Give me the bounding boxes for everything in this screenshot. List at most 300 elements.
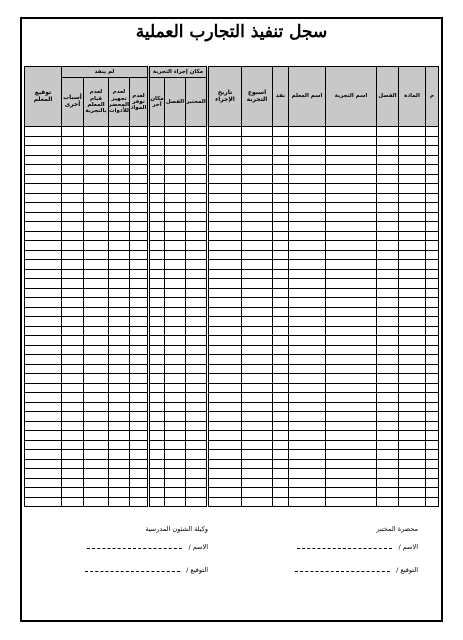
sign-field[interactable] xyxy=(85,565,180,572)
table-cell[interactable] xyxy=(25,250,62,260)
table-cell[interactable] xyxy=(130,260,149,270)
table-cell[interactable] xyxy=(289,193,326,203)
table-cell[interactable] xyxy=(165,155,186,165)
table-cell[interactable] xyxy=(130,345,149,355)
table-cell[interactable] xyxy=(399,440,426,450)
table-cell[interactable] xyxy=(186,146,208,156)
table-cell[interactable] xyxy=(62,402,84,412)
table-cell[interactable] xyxy=(208,269,242,279)
table-cell[interactable] xyxy=(109,165,130,175)
table-cell[interactable] xyxy=(130,155,149,165)
table-cell[interactable] xyxy=(426,127,439,137)
table-cell[interactable] xyxy=(377,383,399,393)
table-cell[interactable] xyxy=(25,222,62,232)
table-cell[interactable] xyxy=(242,165,273,175)
table-cell[interactable] xyxy=(377,260,399,270)
table-cell[interactable] xyxy=(62,193,84,203)
table-cell[interactable] xyxy=(242,440,273,450)
table-cell[interactable] xyxy=(208,336,242,346)
table-cell[interactable] xyxy=(165,355,186,365)
table-cell[interactable] xyxy=(149,345,165,355)
table-cell[interactable] xyxy=(186,279,208,289)
table-cell[interactable] xyxy=(84,203,109,213)
table-cell[interactable] xyxy=(149,298,165,308)
table-cell[interactable] xyxy=(165,269,186,279)
table-cell[interactable] xyxy=(25,374,62,384)
table-cell[interactable] xyxy=(25,431,62,441)
table-cell[interactable] xyxy=(149,364,165,374)
table-cell[interactable] xyxy=(84,136,109,146)
table-cell[interactable] xyxy=(165,345,186,355)
table-cell[interactable] xyxy=(130,231,149,241)
table-cell[interactable] xyxy=(289,231,326,241)
table-cell[interactable] xyxy=(377,317,399,327)
table-cell[interactable] xyxy=(326,155,377,165)
table-cell[interactable] xyxy=(326,478,377,488)
table-cell[interactable] xyxy=(242,469,273,479)
table-cell[interactable] xyxy=(84,488,109,498)
table-cell[interactable] xyxy=(165,440,186,450)
table-cell[interactable] xyxy=(326,364,377,374)
table-cell[interactable] xyxy=(25,459,62,469)
table-cell[interactable] xyxy=(149,412,165,422)
table-cell[interactable] xyxy=(242,269,273,279)
table-cell[interactable] xyxy=(208,421,242,431)
table-cell[interactable] xyxy=(326,260,377,270)
table-cell[interactable] xyxy=(186,212,208,222)
table-cell[interactable] xyxy=(208,155,242,165)
table-cell[interactable] xyxy=(426,374,439,384)
table-cell[interactable] xyxy=(25,298,62,308)
table-cell[interactable] xyxy=(165,326,186,336)
table-cell[interactable] xyxy=(242,402,273,412)
table-cell[interactable] xyxy=(326,307,377,317)
table-cell[interactable] xyxy=(62,127,84,137)
table-cell[interactable] xyxy=(326,231,377,241)
table-cell[interactable] xyxy=(109,488,130,498)
table-cell[interactable] xyxy=(62,146,84,156)
table-cell[interactable] xyxy=(130,355,149,365)
table-cell[interactable] xyxy=(25,355,62,365)
table-cell[interactable] xyxy=(84,364,109,374)
table-cell[interactable] xyxy=(84,269,109,279)
table-cell[interactable] xyxy=(62,421,84,431)
table-cell[interactable] xyxy=(130,364,149,374)
table-cell[interactable] xyxy=(208,231,242,241)
table-cell[interactable] xyxy=(399,307,426,317)
table-cell[interactable] xyxy=(62,279,84,289)
table-cell[interactable] xyxy=(242,203,273,213)
table-cell[interactable] xyxy=(165,165,186,175)
table-cell[interactable] xyxy=(273,317,289,327)
table-cell[interactable] xyxy=(273,155,289,165)
table-cell[interactable] xyxy=(149,146,165,156)
table-cell[interactable] xyxy=(62,364,84,374)
table-cell[interactable] xyxy=(84,184,109,194)
table-cell[interactable] xyxy=(186,241,208,251)
table-cell[interactable] xyxy=(149,203,165,213)
table-cell[interactable] xyxy=(399,355,426,365)
table-cell[interactable] xyxy=(273,307,289,317)
table-cell[interactable] xyxy=(289,374,326,384)
table-cell[interactable] xyxy=(149,440,165,450)
table-cell[interactable] xyxy=(242,393,273,403)
table-cell[interactable] xyxy=(130,269,149,279)
table-cell[interactable] xyxy=(273,212,289,222)
table-cell[interactable] xyxy=(186,459,208,469)
table-cell[interactable] xyxy=(149,260,165,270)
table-cell[interactable] xyxy=(399,393,426,403)
table-cell[interactable] xyxy=(130,222,149,232)
table-cell[interactable] xyxy=(399,136,426,146)
table-cell[interactable] xyxy=(165,307,186,317)
table-cell[interactable] xyxy=(84,450,109,460)
table-cell[interactable] xyxy=(426,136,439,146)
table-cell[interactable] xyxy=(242,345,273,355)
table-cell[interactable] xyxy=(149,165,165,175)
table-cell[interactable] xyxy=(273,469,289,479)
table-cell[interactable] xyxy=(84,231,109,241)
table-cell[interactable] xyxy=(377,146,399,156)
table-cell[interactable] xyxy=(208,288,242,298)
table-cell[interactable] xyxy=(377,222,399,232)
table-cell[interactable] xyxy=(109,250,130,260)
table-cell[interactable] xyxy=(208,355,242,365)
table-cell[interactable] xyxy=(208,298,242,308)
table-cell[interactable] xyxy=(109,203,130,213)
table-cell[interactable] xyxy=(130,412,149,422)
table-cell[interactable] xyxy=(186,127,208,137)
table-cell[interactable] xyxy=(326,402,377,412)
table-cell[interactable] xyxy=(62,165,84,175)
table-cell[interactable] xyxy=(62,231,84,241)
table-cell[interactable] xyxy=(165,393,186,403)
table-cell[interactable] xyxy=(326,279,377,289)
table-cell[interactable] xyxy=(109,364,130,374)
table-cell[interactable] xyxy=(109,184,130,194)
table-cell[interactable] xyxy=(130,127,149,137)
table-cell[interactable] xyxy=(25,165,62,175)
table-cell[interactable] xyxy=(186,402,208,412)
table-cell[interactable] xyxy=(273,184,289,194)
table-cell[interactable] xyxy=(426,450,439,460)
table-cell[interactable] xyxy=(426,307,439,317)
table-cell[interactable] xyxy=(165,146,186,156)
table-cell[interactable] xyxy=(377,336,399,346)
table-cell[interactable] xyxy=(326,497,377,507)
table-cell[interactable] xyxy=(62,393,84,403)
table-cell[interactable] xyxy=(109,469,130,479)
table-cell[interactable] xyxy=(242,288,273,298)
table-cell[interactable] xyxy=(426,421,439,431)
table-cell[interactable] xyxy=(149,184,165,194)
name-field[interactable] xyxy=(297,542,392,549)
table-cell[interactable] xyxy=(426,345,439,355)
table-cell[interactable] xyxy=(165,402,186,412)
table-cell[interactable] xyxy=(326,174,377,184)
table-cell[interactable] xyxy=(377,412,399,422)
table-cell[interactable] xyxy=(377,421,399,431)
table-cell[interactable] xyxy=(130,431,149,441)
table-cell[interactable] xyxy=(377,241,399,251)
table-cell[interactable] xyxy=(165,459,186,469)
table-cell[interactable] xyxy=(273,269,289,279)
table-cell[interactable] xyxy=(326,222,377,232)
table-cell[interactable] xyxy=(186,364,208,374)
table-cell[interactable] xyxy=(130,203,149,213)
table-cell[interactable] xyxy=(130,393,149,403)
table-cell[interactable] xyxy=(186,393,208,403)
table-cell[interactable] xyxy=(62,241,84,251)
table-cell[interactable] xyxy=(377,174,399,184)
table-cell[interactable] xyxy=(130,440,149,450)
table-cell[interactable] xyxy=(149,469,165,479)
table-cell[interactable] xyxy=(62,155,84,165)
table-cell[interactable] xyxy=(377,165,399,175)
table-cell[interactable] xyxy=(208,165,242,175)
table-cell[interactable] xyxy=(242,374,273,384)
table-cell[interactable] xyxy=(109,374,130,384)
table-cell[interactable] xyxy=(426,412,439,422)
table-cell[interactable] xyxy=(377,478,399,488)
table-cell[interactable] xyxy=(84,497,109,507)
table-cell[interactable] xyxy=(62,383,84,393)
table-cell[interactable] xyxy=(377,459,399,469)
table-cell[interactable] xyxy=(25,155,62,165)
table-cell[interactable] xyxy=(149,155,165,165)
table-cell[interactable] xyxy=(25,279,62,289)
table-cell[interactable] xyxy=(186,193,208,203)
table-cell[interactable] xyxy=(208,317,242,327)
table-cell[interactable] xyxy=(109,355,130,365)
table-cell[interactable] xyxy=(399,288,426,298)
table-cell[interactable] xyxy=(208,488,242,498)
table-cell[interactable] xyxy=(25,241,62,251)
table-cell[interactable] xyxy=(130,402,149,412)
table-cell[interactable] xyxy=(326,345,377,355)
table-cell[interactable] xyxy=(208,326,242,336)
table-cell[interactable] xyxy=(62,450,84,460)
table-cell[interactable] xyxy=(273,345,289,355)
table-cell[interactable] xyxy=(289,459,326,469)
table-cell[interactable] xyxy=(289,345,326,355)
table-cell[interactable] xyxy=(399,459,426,469)
table-cell[interactable] xyxy=(377,450,399,460)
table-cell[interactable] xyxy=(130,174,149,184)
table-cell[interactable] xyxy=(109,269,130,279)
table-cell[interactable] xyxy=(289,393,326,403)
table-cell[interactable] xyxy=(289,279,326,289)
table-cell[interactable] xyxy=(84,260,109,270)
table-cell[interactable] xyxy=(208,440,242,450)
table-cell[interactable] xyxy=(84,336,109,346)
table-cell[interactable] xyxy=(208,241,242,251)
table-cell[interactable] xyxy=(289,336,326,346)
table-cell[interactable] xyxy=(273,326,289,336)
table-cell[interactable] xyxy=(273,146,289,156)
table-cell[interactable] xyxy=(426,250,439,260)
table-cell[interactable] xyxy=(186,450,208,460)
table-cell[interactable] xyxy=(165,174,186,184)
table-cell[interactable] xyxy=(149,459,165,469)
table-cell[interactable] xyxy=(62,250,84,260)
table-cell[interactable] xyxy=(186,478,208,488)
table-cell[interactable] xyxy=(62,345,84,355)
table-cell[interactable] xyxy=(326,146,377,156)
table-cell[interactable] xyxy=(84,241,109,251)
table-cell[interactable] xyxy=(242,155,273,165)
table-cell[interactable] xyxy=(186,250,208,260)
table-cell[interactable] xyxy=(399,421,426,431)
table-cell[interactable] xyxy=(273,393,289,403)
table-cell[interactable] xyxy=(109,317,130,327)
table-cell[interactable] xyxy=(426,146,439,156)
table-cell[interactable] xyxy=(289,212,326,222)
table-cell[interactable] xyxy=(426,326,439,336)
table-cell[interactable] xyxy=(426,497,439,507)
table-cell[interactable] xyxy=(62,469,84,479)
table-cell[interactable] xyxy=(242,250,273,260)
table-cell[interactable] xyxy=(109,459,130,469)
table-cell[interactable] xyxy=(399,127,426,137)
table-cell[interactable] xyxy=(149,136,165,146)
table-cell[interactable] xyxy=(186,317,208,327)
table-cell[interactable] xyxy=(426,440,439,450)
table-cell[interactable] xyxy=(326,393,377,403)
table-cell[interactable] xyxy=(399,212,426,222)
table-cell[interactable] xyxy=(165,298,186,308)
table-cell[interactable] xyxy=(289,146,326,156)
table-cell[interactable] xyxy=(377,269,399,279)
table-cell[interactable] xyxy=(273,402,289,412)
table-cell[interactable] xyxy=(399,431,426,441)
table-cell[interactable] xyxy=(377,136,399,146)
table-cell[interactable] xyxy=(84,127,109,137)
table-cell[interactable] xyxy=(149,336,165,346)
table-cell[interactable] xyxy=(399,260,426,270)
table-cell[interactable] xyxy=(62,222,84,232)
table-cell[interactable] xyxy=(326,317,377,327)
table-cell[interactable] xyxy=(289,364,326,374)
table-cell[interactable] xyxy=(109,174,130,184)
table-cell[interactable] xyxy=(109,307,130,317)
table-cell[interactable] xyxy=(273,241,289,251)
table-cell[interactable] xyxy=(399,345,426,355)
table-cell[interactable] xyxy=(399,203,426,213)
table-cell[interactable] xyxy=(186,222,208,232)
table-cell[interactable] xyxy=(326,250,377,260)
table-cell[interactable] xyxy=(326,298,377,308)
table-cell[interactable] xyxy=(273,136,289,146)
table-cell[interactable] xyxy=(186,136,208,146)
table-cell[interactable] xyxy=(399,497,426,507)
table-cell[interactable] xyxy=(273,174,289,184)
table-cell[interactable] xyxy=(186,488,208,498)
table-cell[interactable] xyxy=(426,212,439,222)
table-cell[interactable] xyxy=(273,459,289,469)
table-cell[interactable] xyxy=(426,174,439,184)
table-cell[interactable] xyxy=(62,260,84,270)
table-cell[interactable] xyxy=(242,478,273,488)
table-cell[interactable] xyxy=(186,260,208,270)
table-cell[interactable] xyxy=(208,193,242,203)
table-cell[interactable] xyxy=(186,288,208,298)
table-cell[interactable] xyxy=(25,127,62,137)
table-cell[interactable] xyxy=(273,364,289,374)
table-cell[interactable] xyxy=(208,222,242,232)
table-cell[interactable] xyxy=(62,298,84,308)
table-cell[interactable] xyxy=(109,440,130,450)
table-cell[interactable] xyxy=(426,184,439,194)
table-cell[interactable] xyxy=(289,165,326,175)
table-cell[interactable] xyxy=(186,469,208,479)
table-cell[interactable] xyxy=(165,469,186,479)
table-cell[interactable] xyxy=(326,136,377,146)
table-cell[interactable] xyxy=(426,478,439,488)
table-cell[interactable] xyxy=(242,497,273,507)
table-cell[interactable] xyxy=(242,146,273,156)
table-cell[interactable] xyxy=(377,345,399,355)
table-cell[interactable] xyxy=(62,478,84,488)
table-cell[interactable] xyxy=(208,450,242,460)
table-cell[interactable] xyxy=(426,383,439,393)
table-cell[interactable] xyxy=(326,241,377,251)
table-cell[interactable] xyxy=(109,222,130,232)
table-cell[interactable] xyxy=(109,393,130,403)
table-cell[interactable] xyxy=(186,336,208,346)
table-cell[interactable] xyxy=(289,383,326,393)
table-cell[interactable] xyxy=(25,364,62,374)
table-cell[interactable] xyxy=(377,326,399,336)
table-cell[interactable] xyxy=(242,450,273,460)
table-cell[interactable] xyxy=(426,402,439,412)
table-cell[interactable] xyxy=(426,222,439,232)
table-cell[interactable] xyxy=(109,431,130,441)
table-cell[interactable] xyxy=(242,412,273,422)
table-cell[interactable] xyxy=(165,364,186,374)
table-cell[interactable] xyxy=(208,345,242,355)
table-cell[interactable] xyxy=(289,488,326,498)
table-cell[interactable] xyxy=(426,298,439,308)
table-cell[interactable] xyxy=(273,231,289,241)
table-cell[interactable] xyxy=(25,174,62,184)
table-cell[interactable] xyxy=(273,298,289,308)
table-cell[interactable] xyxy=(399,383,426,393)
table-cell[interactable] xyxy=(109,412,130,422)
table-cell[interactable] xyxy=(208,250,242,260)
table-cell[interactable] xyxy=(25,469,62,479)
table-cell[interactable] xyxy=(273,431,289,441)
table-cell[interactable] xyxy=(186,374,208,384)
table-cell[interactable] xyxy=(84,431,109,441)
table-cell[interactable] xyxy=(149,393,165,403)
table-cell[interactable] xyxy=(326,212,377,222)
table-cell[interactable] xyxy=(84,146,109,156)
table-cell[interactable] xyxy=(25,136,62,146)
table-cell[interactable] xyxy=(289,222,326,232)
table-cell[interactable] xyxy=(186,421,208,431)
table-cell[interactable] xyxy=(326,336,377,346)
table-cell[interactable] xyxy=(62,355,84,365)
table-cell[interactable] xyxy=(289,174,326,184)
table-cell[interactable] xyxy=(62,488,84,498)
table-cell[interactable] xyxy=(273,260,289,270)
table-cell[interactable] xyxy=(326,326,377,336)
table-cell[interactable] xyxy=(186,203,208,213)
table-cell[interactable] xyxy=(326,203,377,213)
table-cell[interactable] xyxy=(130,279,149,289)
table-cell[interactable] xyxy=(208,307,242,317)
